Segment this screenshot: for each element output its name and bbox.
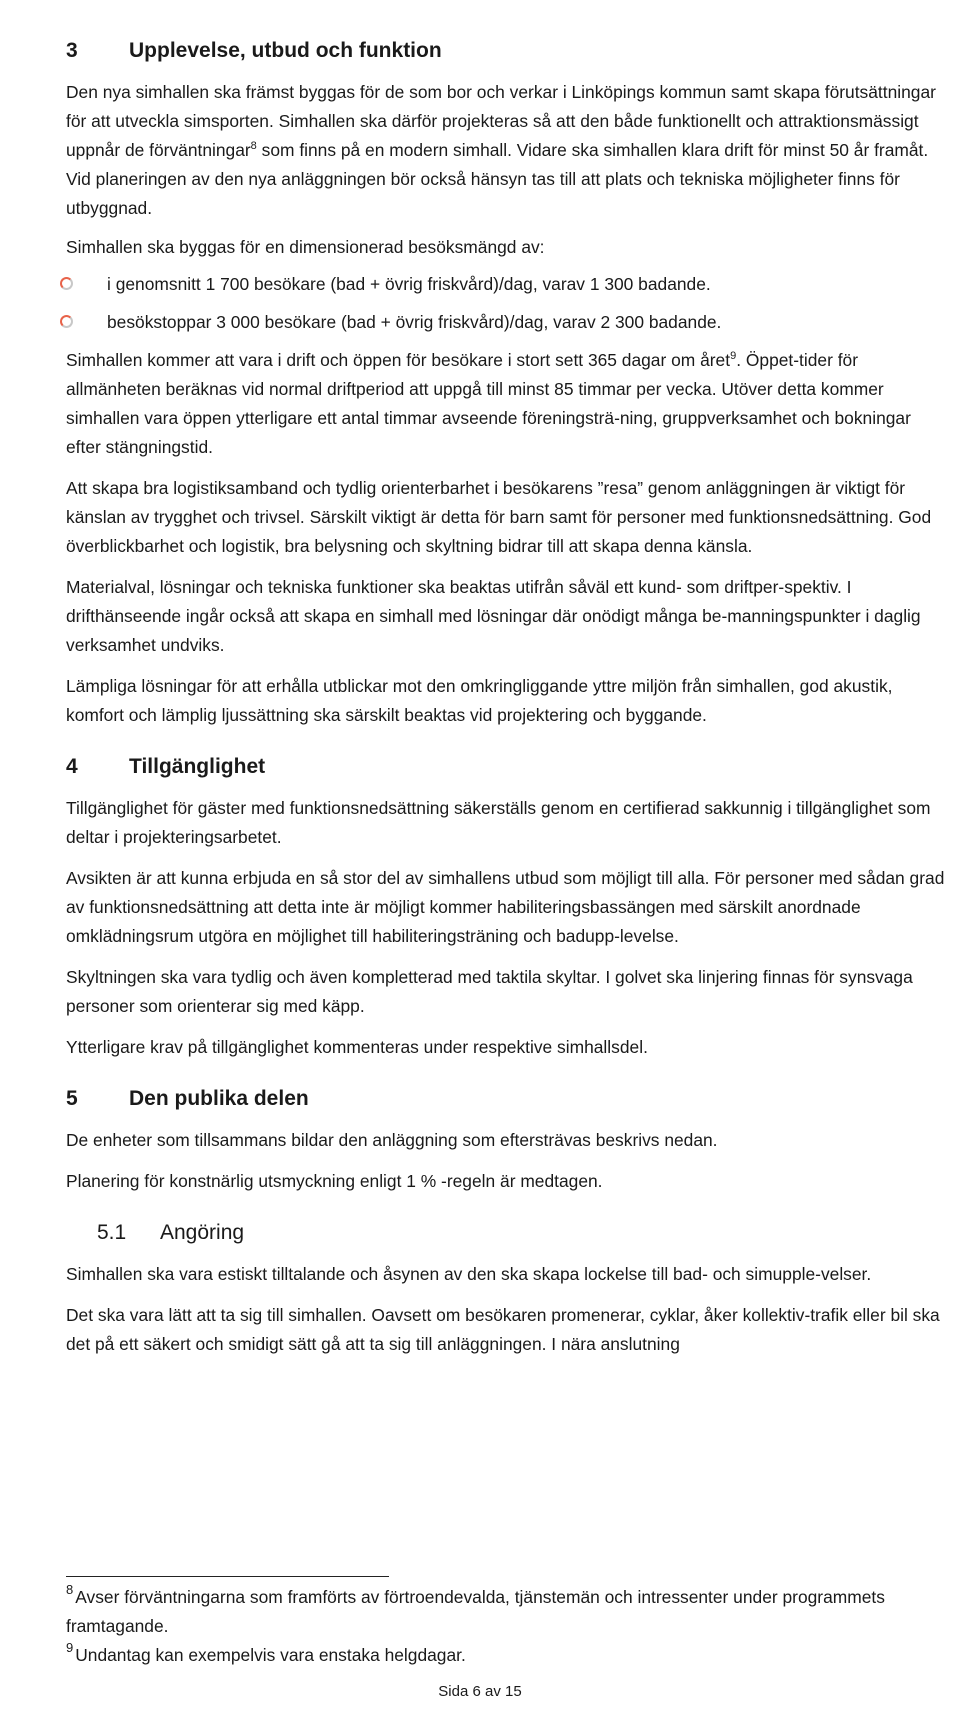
- paragraph: Planering för konstnärlig utsmyckning enligt 1 % -regeln är medtagen.: [66, 1171, 603, 1191]
- footnotes: [66, 1583, 946, 1670]
- footnote-ref[interactable]: 8: [250, 140, 257, 152]
- list-item-text: besökstoppar 3 000 besökare (bad + övrig friskvård)/dag, varav 2 300 badande.: [107, 312, 722, 332]
- paragraph: [66, 346, 946, 462]
- section-4-heading: [66, 752, 946, 782]
- footnote-text: Avser förväntningarna som framförts av förtroendevalda, tjänstemän och intressenter under programmets framtagande.: [66, 1587, 885, 1636]
- footnote-number: 9: [66, 1640, 74, 1655]
- section-title: Tillgänglighet: [129, 755, 266, 778]
- footnote: [66, 1641, 946, 1670]
- footnote-ref[interactable]: 9: [730, 350, 737, 362]
- section-title: Angöring: [160, 1221, 245, 1244]
- section-5-heading: [66, 1084, 946, 1114]
- footnote-number: 8: [66, 1582, 74, 1597]
- bullet-icon: [60, 315, 73, 328]
- page-content: [66, 36, 946, 1359]
- paragraph: Ytterligare krav på tillgänglighet kommenteras under respektive simhallsdel.: [66, 1037, 648, 1057]
- paragraph: Materialval, lösningar och tekniska funktioner ska beaktas utifrån såväl ett kund- som driftper-spektiv. I drifthänseende ingår också att skapa en simhall med lösningar där onödigt många be-manningspunkter i daglig verksamhet undviks.: [66, 577, 921, 655]
- paragraph-text: Simhallen kommer att vara i drift och öppen för besökare i stort sett 365 dagar om året: [66, 350, 731, 370]
- footnote: [66, 1583, 946, 1641]
- paragraph: Avsikten är att kunna erbjuda en så stor del av simhallens utbud som möjligt till alla. För personer med sådan grad av funktionsnedsättning att detta inte är möjligt kommer habiliteringsbassängen med särskilt anordnade omklädningsrum utgöra en möjlighet till habiliteringsträning och badupp-levelse.: [66, 868, 945, 946]
- paragraph: Skyltningen ska vara tydlig och även kompletterad med taktila skyltar. I golvet ska linjering finnas för synsvaga personer som orienterar sig med käpp.: [66, 967, 913, 1016]
- paragraph-text: . Öppet-tider för allmänheten beräknas vid normal driftperiod att uppgå till minst 85 timmar per vecka. Utöver detta kommer simhallen vara öppen ytterligare ett antal timmar avseende föreningsträ-ning, gruppverksamhet och bokningar efter stängningstid.: [66, 350, 911, 457]
- section-number: 5.1: [97, 1221, 127, 1244]
- paragraph: Lämpliga lösningar för att erhålla utblickar mot den omkringliggande yttre miljön från simhallen, god akustik, komfort och lämplig ljussättning ska särskilt beaktas vid projektering och byggande.: [66, 676, 893, 725]
- paragraph: De enheter som tillsammans bildar den anläggning som eftersträvas beskrivs nedan.: [66, 1130, 718, 1150]
- section-title: Upplevelse, utbud och funktion: [129, 39, 442, 62]
- page-number: Sida 6 av 15: [438, 1683, 522, 1700]
- bullet-icon: [60, 277, 73, 290]
- paragraph-text: Den nya simhallen ska främst byggas för de som bor och verkar i Linköpings kommun samt skapa förutsättningar för att utveckla simsporten. Simhallen ska därför projekteras så att den både funktionellt och attraktionsmässigt uppnår de förväntningar: [66, 82, 936, 160]
- list-item: [66, 270, 946, 299]
- paragraph: Simhallen ska byggas för en dimensionerad besöksmängd av:: [66, 237, 545, 257]
- bullet-list: [66, 270, 946, 337]
- footnote-divider: [66, 1576, 389, 1577]
- list-item-text: i genomsnitt 1 700 besökare (bad + övrig friskvård)/dag, varav 1 300 badande.: [107, 274, 711, 294]
- section-number: 3: [66, 39, 78, 62]
- paragraph: Tillgänglighet för gäster med funktionsnedsättning säkerställs genom en certifierad sakkunnig i tillgänglighet som deltar i projekteringsarbetet.: [66, 798, 931, 847]
- paragraph-text: som finns på en modern simhall. Vidare ska simhallen klara drift för minst 50 år framåt. Vid planeringen av den nya anläggningen bör också hänsyn tas till att plats och tekniska möjligheter finns för utbyggnad.: [66, 140, 929, 218]
- paragraph: Att skapa bra logistiksamband och tydlig orienterbarhet i besökarens ”resa” genom anläggningen är viktigt för känslan av trygghet och trivsel. Särskilt viktigt är detta för barn samt för personer med funktionsnedsättning. God överblickbarhet och logistik, bra belysning och skyltning bidrar till att skapa denna känsla.: [66, 478, 932, 556]
- paragraph: Simhallen ska vara estiskt tilltalande och åsynen av den ska skapa lockelse till bad- och simupple-velser.: [66, 1264, 872, 1284]
- paragraph: Det ska vara lätt att ta sig till simhallen. Oavsett om besökaren promenerar, cyklar, åker kollektiv-trafik eller bil ska det på ett säkert och smidigt sätt gå att ta sig till anläggningen. I nära anslutning: [66, 1305, 940, 1354]
- section-5-1-heading: [66, 1218, 946, 1248]
- section-number: 4: [66, 755, 78, 778]
- section-3-heading: [66, 36, 946, 66]
- list-item: [66, 308, 946, 337]
- footnote-text: Undantag kan exempelvis vara enstaka helgdagar.: [75, 1645, 466, 1665]
- section-title: Den publika delen: [129, 1087, 309, 1110]
- paragraph: [66, 78, 946, 223]
- section-number: 5: [66, 1087, 78, 1110]
